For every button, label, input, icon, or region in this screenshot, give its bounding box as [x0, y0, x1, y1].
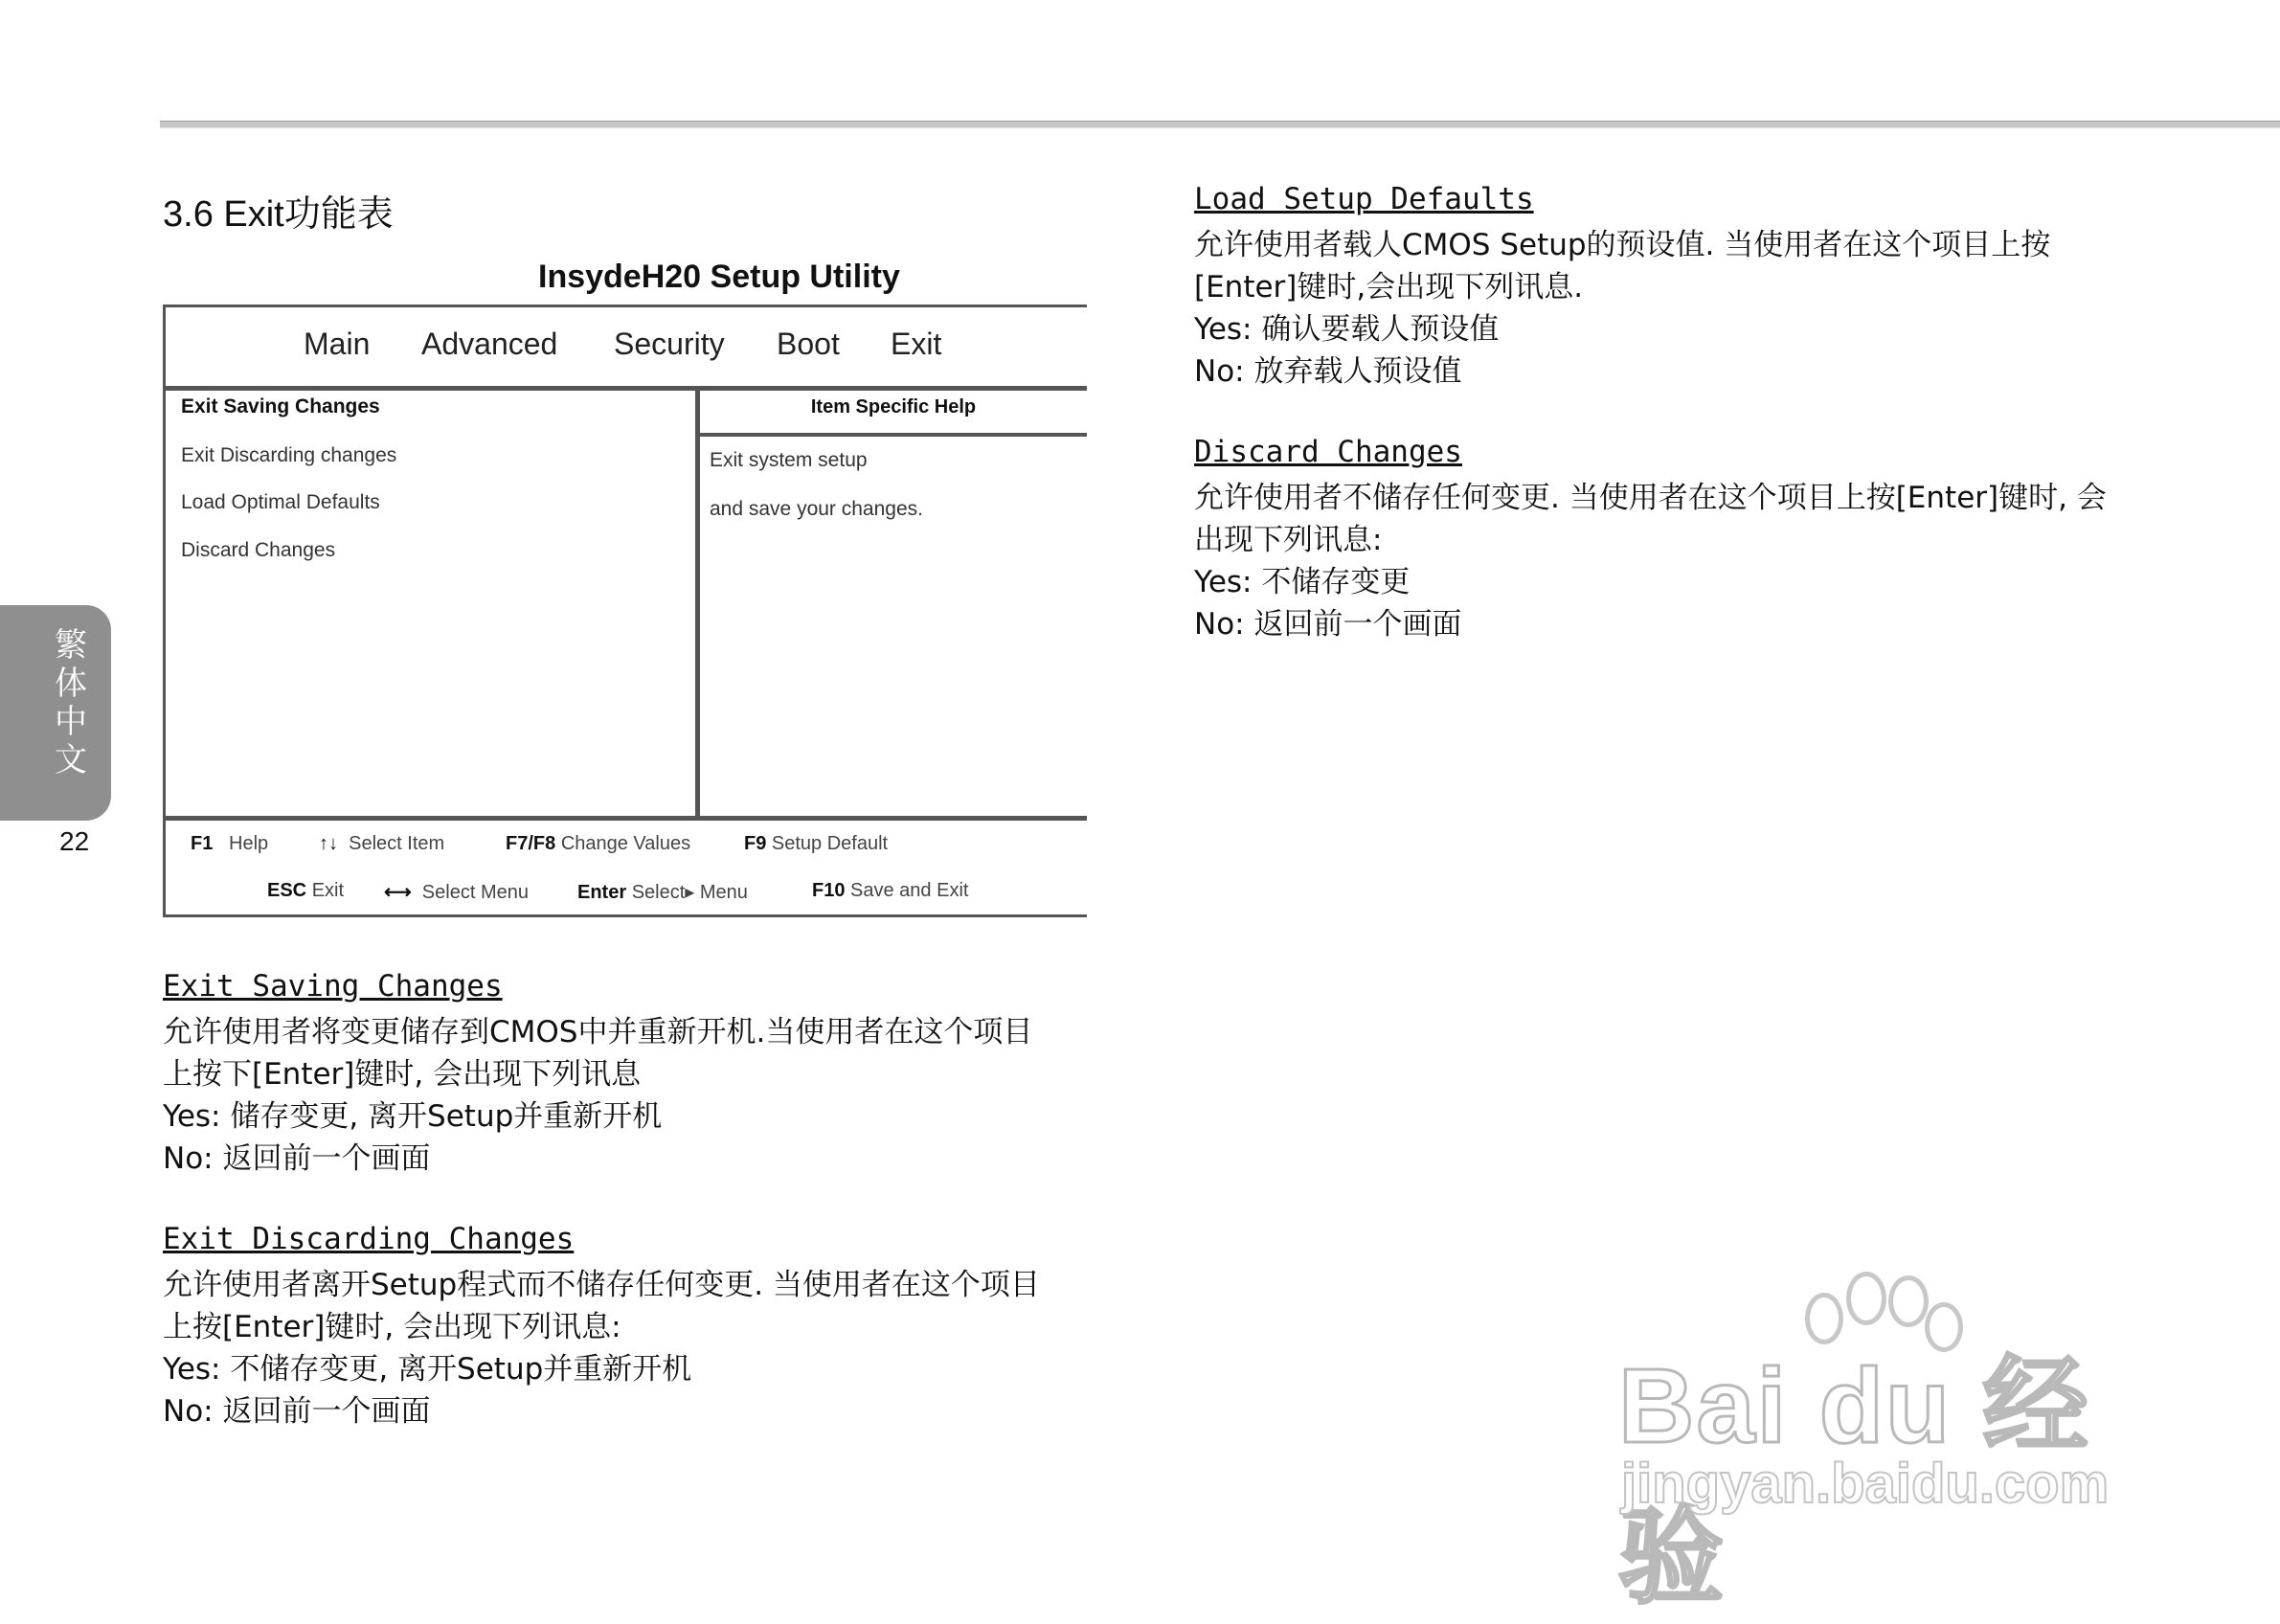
bios-item-exit-discarding: Exit Discarding changes [181, 444, 397, 466]
body-text: 允许使用者将变更储存到CMOS中并重新开机.当使用者在这个项目 [163, 1015, 1033, 1049]
body-text: No: 返回前一个画面 [163, 1141, 431, 1176]
bios-help-header [700, 386, 1087, 437]
bios-item-load-optimal: Load Optimal Defaults [181, 491, 380, 513]
header-rule [160, 121, 2280, 128]
bios-item-panel [166, 386, 700, 816]
watermark-url: jingyan.baidu.com [1621, 1453, 2110, 1515]
watermark-logo: Bai du 经验 [1618, 1347, 2090, 1616]
bios-tab-exit: Exit [891, 327, 942, 361]
body-text: 出现下列讯息: [1194, 523, 1383, 557]
key-esc: ESC Exit [267, 880, 345, 901]
bios-item-discard: Discard Changes [181, 539, 336, 561]
body-text: 允许使用者载人CMOS Setup的预设值. 当使用者在这个项目上按 [1194, 228, 2051, 262]
section-heading: Exit Discarding Changes [163, 1222, 575, 1256]
paw-toe-icon [1888, 1275, 1929, 1327]
body-text: 允许使用者不储存任何变更. 当使用者在这个项目上按[Enter]键时, 会 [1194, 481, 2107, 515]
baidu-watermark [1618, 1264, 2155, 1616]
section-heading: Exit Saving Changes [163, 969, 503, 1004]
body-text: No: 放弃载人预设值 [1194, 354, 1462, 389]
bios-screenshot [163, 304, 1087, 917]
body-text: No: 返回前一个画面 [163, 1394, 431, 1429]
section-heading: Load Setup Defaults [1194, 182, 1534, 216]
bios-help-title: Item Specific Help [810, 396, 977, 417]
bios-help-line: and save your changes. [710, 498, 923, 520]
body-text: Yes: 储存变更, 离开Setup并重新开机 [163, 1099, 663, 1134]
body-text: Yes: 不储存变更 [1194, 565, 1411, 599]
body-text: 上按下[Enter]键时, 会出现下列讯息 [163, 1057, 642, 1092]
key-left-right: ⟷ Select Menu [384, 882, 529, 903]
bios-tab-advanced: Advanced [421, 327, 558, 361]
page-number: 22 [59, 826, 90, 856]
body-text: Yes: 不储存变更, 离开Setup并重新开机 [163, 1352, 692, 1387]
key-arrows: ↑↓ Select Item [319, 833, 445, 854]
key-enter: Enter Select▸ Menu [577, 882, 748, 903]
bios-key-legend [166, 816, 1087, 914]
body-text: [Enter]键时,会出现下列讯息. [1194, 270, 1584, 304]
key-f9: F9 Setup Default [744, 833, 889, 854]
language-tab-label: 繁体中文 [55, 626, 87, 779]
bios-tab-main: Main [304, 327, 371, 361]
key-f1: F1 Help [191, 833, 269, 854]
bios-help-line: Exit system setup [710, 449, 868, 471]
paw-toe-icon [1846, 1272, 1886, 1325]
body-text: No: 返回前一个画面 [1194, 607, 1462, 642]
section-heading: Discard Changes [1194, 435, 1462, 469]
bios-tab-boot: Boot [777, 327, 840, 361]
body-text: 上按[Enter]键时, 会出现下列讯息: [163, 1310, 621, 1344]
bios-title: InsydeH20 Setup Utility [538, 259, 900, 295]
key-f7f8: F7/F8 Change Values [506, 833, 691, 854]
section-title: 3.6 Exit功能表 [163, 194, 394, 235]
bios-tab-security: Security [614, 327, 725, 361]
body-text: Yes: 确认要载人预设值 [1194, 312, 1500, 347]
bios-menubar [166, 307, 1087, 391]
language-tab [0, 605, 111, 821]
body-text: 允许使用者离开Setup程式而不储存任何变更. 当使用者在这个项目 [163, 1268, 1040, 1302]
key-f10: F10 Save and Exit [812, 880, 969, 901]
bios-item-exit-saving: Exit Saving Changes [181, 395, 380, 417]
